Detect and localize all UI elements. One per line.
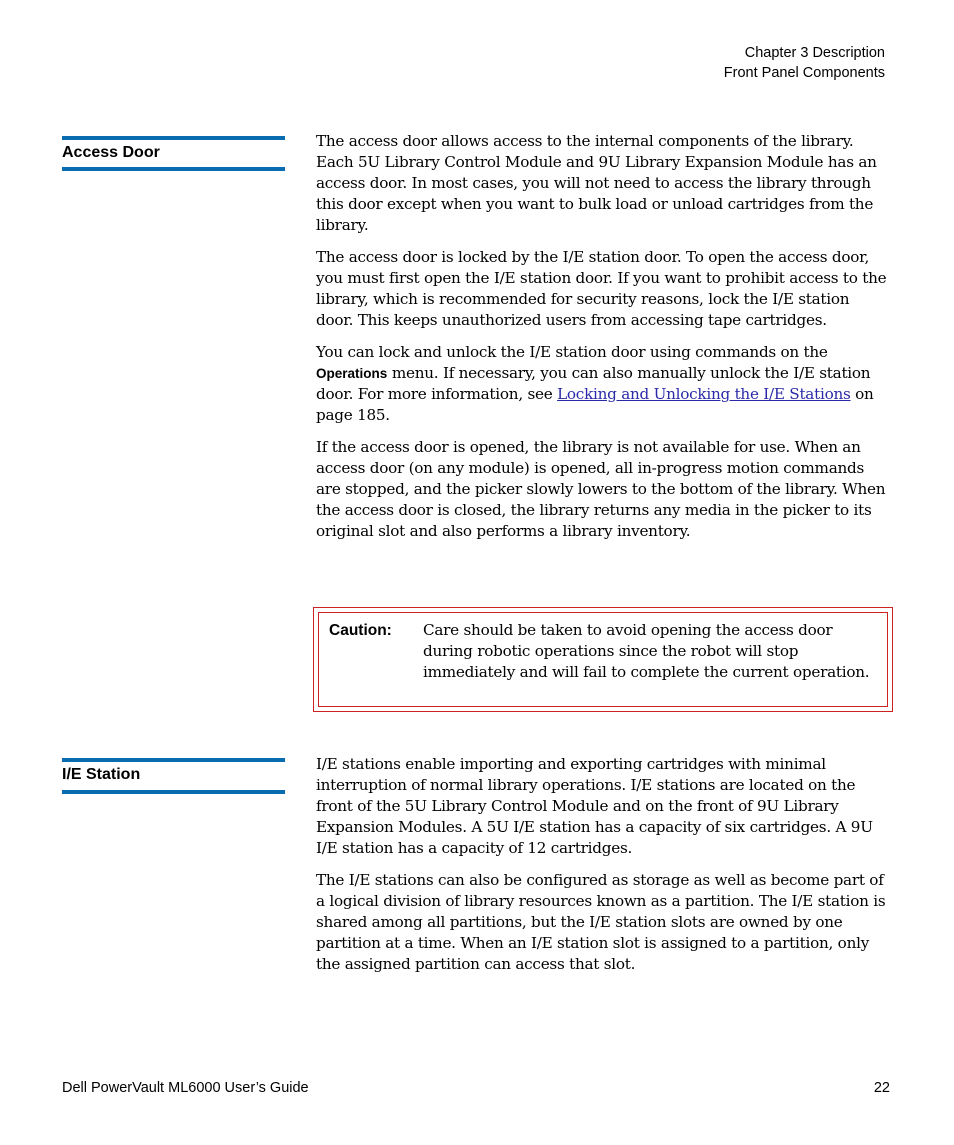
footer-title: Dell PowerVault ML6000 User’s Guide (62, 1080, 309, 1096)
caution-inner-border (318, 612, 888, 707)
ie-station-body (316, 754, 890, 986)
paragraph: The access door allows access to the internal components of the library. Each 5U Library Control Module and 9U Library Expansion Module has an access door. In most cases, you will not need to access the library through this door except when you want to bulk load or unload cartridges from the library. (316, 132, 877, 235)
paragraph: The access door is locked by the I/E station door. To open the access door, you must first open the I/E station door. If you want to prohibit access to the library, which is recommended for security reasons, lock the I/E station door. This keeps unauthorized users from accessing tape cartridges. (316, 248, 887, 330)
paragraph-lock-unlock (316, 342, 890, 426)
section-title-ie-station: I/E Station (62, 766, 141, 783)
text-span: menu. If necessary, you can also manually unlock the I/E station door. For more information, see (316, 364, 871, 404)
caution-label: Caution: (329, 622, 392, 639)
operations-menu-term: Operations (316, 366, 388, 382)
locking-unlocking-link[interactable]: Locking and Unlocking the I/E Stations (557, 385, 851, 404)
text-span: on page 185. (316, 385, 874, 425)
paragraph: I/E stations enable importing and exporting cartridges with minimal interruption of normal library operations. I/E stations are located on the front of the 5U Library Control Module and on the front of 9U Library Expansion Modules. A 5U I/E station has a capacity of six cartridges. A 9U I/E station has a capacity of 12 cartridges. (316, 755, 873, 858)
caution-box (313, 607, 893, 712)
caution-text: Care should be taken to avoid opening the access door during robotic operations since the robot will stop immediately and will fail to complete the current operation. (423, 621, 870, 682)
section-title-access-door: Access Door (62, 144, 160, 161)
paragraph: The I/E stations can also be configured as storage as well as become part of a logical division of library resources known as a partition. The I/E station is shared among all partitions, but the I/E station slots are owned by one partition at a time. When an I/E station slot is assigned to a partition, only the assigned partition can access that slot. (316, 871, 886, 974)
page-number: 22 (873, 1080, 890, 1096)
paragraph: If the access door is opened, the library is not available for use. When an access door (on any module) is opened, all in-progress motion commands are stopped, and the picker slowly lowers to the bottom of the library. When the access door is closed, the library returns any media in the picker to its original slot and also performs a library inventory. (316, 438, 886, 541)
running-header (724, 43, 885, 83)
access-door-body (316, 131, 890, 553)
text-span: You can lock and unlock the I/E station door using commands on the (316, 343, 828, 362)
section-heading-ie-station (62, 758, 285, 794)
header-chapter: Chapter 3 Description (744, 45, 885, 61)
section-heading-access-door (62, 136, 285, 171)
header-section: Front Panel Components (723, 65, 885, 81)
